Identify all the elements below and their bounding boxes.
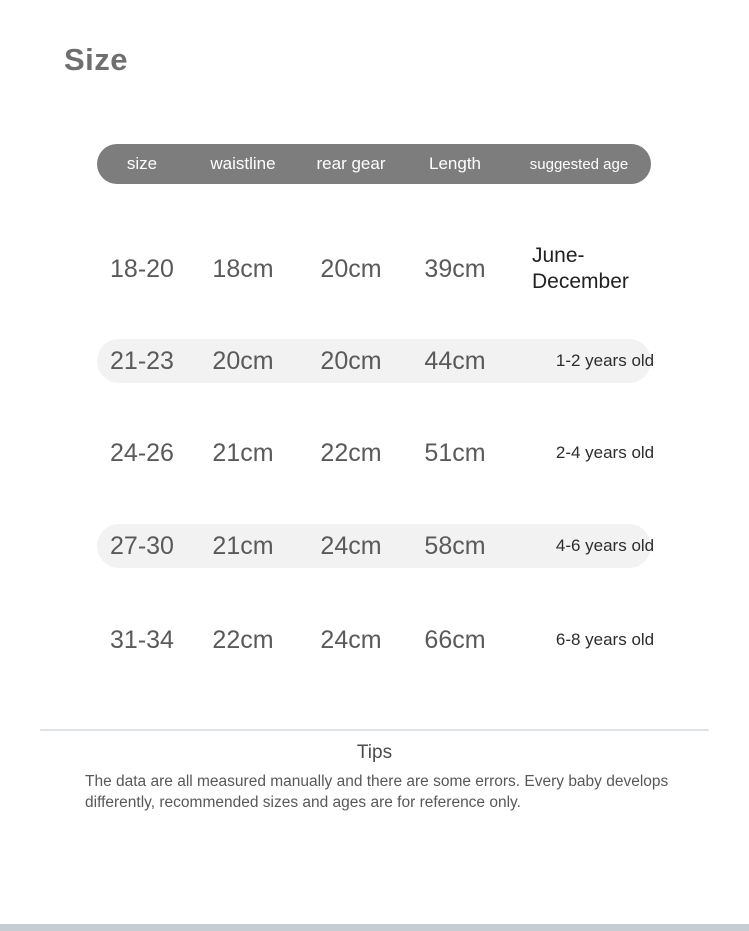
cell-length: 58cm (424, 531, 486, 560)
table-row (97, 243, 651, 293)
cell-suggested-age: 1-2 years old (555, 351, 655, 370)
cell-waistline: 21cm (212, 438, 274, 467)
col-header-rear-gear: rear gear (316, 154, 386, 173)
cell-rear-gear: 24cm (320, 625, 382, 654)
cell-length: 51cm (424, 438, 486, 467)
cell-size: 21-23 (110, 346, 174, 375)
tips-body: The data are all measured manually and there are some errors. Every baby develops differently, recommended sizes and ages are for reference only. (85, 773, 669, 811)
size-table (97, 144, 655, 662)
table-row (97, 524, 655, 568)
size-table-header (97, 144, 651, 184)
cell-suggested-age: June-December (532, 244, 629, 293)
col-header-length: Length (429, 154, 481, 173)
cell-length: 44cm (424, 346, 486, 375)
cell-waistline: 20cm (212, 346, 274, 375)
col-header-waistline: waistline (210, 154, 276, 173)
cell-waistline: 22cm (212, 625, 274, 654)
section-title: Size (64, 42, 129, 77)
table-row (97, 618, 655, 662)
cell-suggested-age: 6-8 years old (555, 630, 655, 649)
tips-divider (40, 729, 709, 731)
size-chart-section (0, 42, 749, 813)
cell-rear-gear: 20cm (320, 346, 382, 375)
cell-suggested-age: 2-4 years old (555, 443, 655, 462)
cell-length: 66cm (424, 625, 486, 654)
cell-size: 31-34 (110, 625, 174, 654)
cell-rear-gear: 22cm (320, 438, 382, 467)
cell-suggested-age: 4-6 years old (555, 536, 655, 555)
cell-waistline: 21cm (212, 531, 274, 560)
tips-title: Tips (356, 742, 393, 763)
table-row (97, 431, 655, 475)
cell-waistline: 18cm (212, 254, 274, 283)
cell-length: 39cm (424, 254, 486, 283)
col-header-size: size (126, 154, 158, 173)
cell-rear-gear: 24cm (320, 531, 382, 560)
cell-size: 24-26 (110, 438, 174, 467)
cell-size: 27-30 (110, 531, 174, 560)
col-header-suggested-age: suggested age (529, 155, 629, 173)
cell-rear-gear: 20cm (320, 254, 382, 283)
tips-section (0, 729, 749, 813)
cell-size: 18-20 (110, 254, 174, 283)
next-section-edge (0, 924, 749, 931)
table-row (97, 339, 655, 383)
